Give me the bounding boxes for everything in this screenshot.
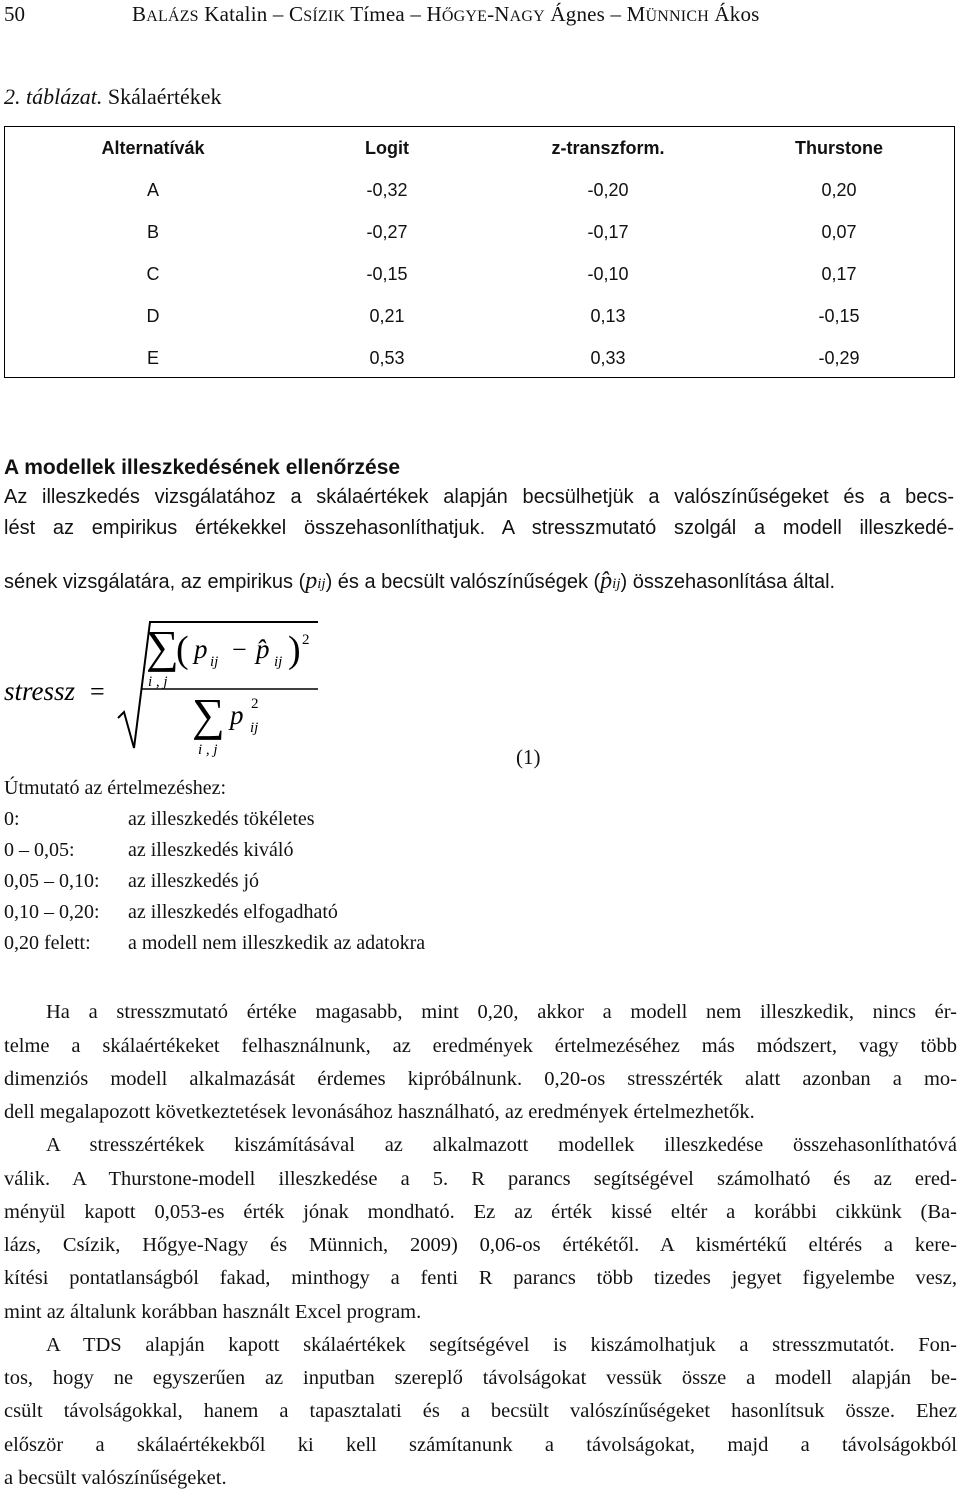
author-1-surname: ALÁZS <box>146 8 199 25</box>
cell-z-transform: -0,10 <box>587 264 629 284</box>
page-number: 50 <box>4 2 25 26</box>
numerator-p: p <box>194 634 208 664</box>
stress-formula <box>0 612 400 772</box>
cell-logit: 0,21 <box>369 306 405 326</box>
intro-text-a: sének vizsgálatára, az empirikus ( <box>4 571 306 593</box>
cell-alternative: E <box>146 348 159 368</box>
author-1-given: Katalin – <box>198 2 290 26</box>
author-3-given: Ágnes – <box>544 2 627 26</box>
guide-description: az illeszkedés jó <box>128 870 260 892</box>
equation-number: (1) <box>516 745 541 769</box>
symbol-subscript: ij <box>317 576 326 592</box>
denominator-p-sub: ij <box>250 720 259 736</box>
cell-thurstone: 0,20 <box>821 180 857 200</box>
body-line: ményül kapott 0,053-es érték jónak mondható. Ez az érték kissé eltér a korábbi cikkünk (Ba- <box>4 1201 957 1223</box>
body-line: csült távolságokkal, hanem a tapasztalati és a becsült valószínűségeket hasonlítsuk össze. Ehez <box>4 1400 957 1422</box>
guide-range: 0,05 – 0,10: <box>4 870 100 892</box>
author-4-surname: ÜNNICH <box>645 8 709 25</box>
table-caption <box>4 84 222 110</box>
sum-symbol-numerator: ∑ <box>146 621 179 672</box>
cell-logit: 0,53 <box>369 348 405 368</box>
numerator-exponent: 2 <box>302 632 310 648</box>
author-3-surname-b: AGY <box>509 8 545 25</box>
body-line: A stresszértékek kiszámításával az alkalmazott modellek illeszkedése összehasonlíthatóvá <box>46 1134 957 1156</box>
table-caption-label: 2. táblázat. <box>4 84 103 109</box>
col-header-z-transform: z-transzform. <box>551 138 665 158</box>
denominator-exponent: 2 <box>251 696 259 712</box>
table-header-row <box>5 127 954 169</box>
cell-alternative: A <box>146 180 159 200</box>
numerator-p-sub: ij <box>210 654 219 670</box>
formula-lhs: stressz <box>4 676 76 706</box>
cell-logit: -0,27 <box>366 222 408 242</box>
col-header-thurstone: Thurstone <box>795 138 883 158</box>
guide-description: az illeszkedés elfogadható <box>128 901 338 923</box>
symbol-subscript: ij <box>612 576 621 592</box>
guide-range: 0: <box>4 808 20 830</box>
guide-description: a modell nem illeszkedik az adatokra <box>128 932 426 954</box>
author-4-initial: M <box>626 2 646 26</box>
table-row <box>5 169 954 211</box>
author-3-hyphen: - <box>487 2 495 26</box>
cell-alternative: D <box>146 306 160 326</box>
symbol-p-empirical: p <box>305 568 318 594</box>
body-line: a becsült valószínűségeket. <box>4 1467 227 1489</box>
author-3-surname-a: ŐGYE <box>441 8 488 25</box>
cell-thurstone: 0,17 <box>821 264 857 284</box>
minus-sign: − <box>232 635 247 664</box>
guide-range: 0 – 0,05: <box>4 839 75 861</box>
guide-range: 0,20 felett: <box>4 932 91 954</box>
author-2-surname: SÍZIK <box>303 8 346 25</box>
body-line: dimenziós modell alkalmazását érdemes kipróbálnunk. 0,20-os stresszérték alatt azonban a mo- <box>4 1068 957 1090</box>
guide-range: 0,10 – 0,20: <box>4 901 100 923</box>
formula-equals: = <box>90 677 105 706</box>
table-row <box>5 337 954 379</box>
intro-line-with-symbols <box>4 566 959 600</box>
denominator-p: p <box>230 700 244 730</box>
cell-alternative: B <box>146 222 159 242</box>
sum-symbol-denominator: ∑ <box>192 689 225 740</box>
intro-line: lést az empirikus értékekkel összehasonlíthatjuk. A stresszmutató szolgál a modell illeszkedé- <box>4 517 954 539</box>
table-row <box>5 211 954 253</box>
paren-left: ( <box>176 629 189 671</box>
cell-thurstone: 0,07 <box>821 222 857 242</box>
cell-alternative: C <box>146 264 160 284</box>
col-header-logit: Logit <box>365 138 409 158</box>
intro-line: Az illeszkedés vizsgálatához a skálaértékek alapján becsülhetjük a valószínűségeket és a becs- <box>4 486 954 508</box>
cell-z-transform: -0,20 <box>587 180 629 200</box>
author-3b-initial: N <box>494 2 510 26</box>
guide-description: az illeszkedés tökéletes <box>128 808 315 830</box>
numerator-phat: p̂ <box>256 634 270 664</box>
body-line: kítési pontatlanságból fakad, minthogy a fenti R parancs több tizedes jegyet figyelembe vesz, <box>4 1267 957 1289</box>
body-line: először a skálaértékekből ki kell számítanunk a távolságokat, majd a távolságokból <box>4 1434 957 1456</box>
cell-thurstone: -0,15 <box>818 306 860 326</box>
symbol-p-estimated: p̂ <box>600 568 613 594</box>
body-line: tos, hogy ne egyszerűen az inputban szereplő távolságokat vessük össze a modell alapján be- <box>4 1367 957 1389</box>
cell-logit: -0,15 <box>366 264 408 284</box>
body-line: telme a skálaértékeket felhasználnunk, az eredmények értelmezéséhez más módszert, vagy több <box>4 1035 957 1057</box>
numerator-phat-sub: ij <box>274 654 283 670</box>
author-1-initial: B <box>132 2 147 26</box>
scale-values-table <box>4 126 955 378</box>
section-heading: A modellek illeszkedésének ellenőrzése <box>4 456 401 479</box>
guide-description: az illeszkedés kiváló <box>128 839 294 861</box>
intro-text-b: ) és a becsült valószínűségek ( <box>325 571 601 593</box>
cell-z-transform: -0,17 <box>587 222 629 242</box>
body-line: dell megalapozott következtetések levonásához használható, az eredmények értelmezhetők. <box>4 1101 755 1123</box>
intro-text-c: ) összehasonlítása által. <box>620 571 836 593</box>
running-header-authors <box>132 2 760 27</box>
body-line: lázs, Csízik, Hőgye-Nagy és Münnich, 2009) 0,06-os értékétől. A kismértékű eltérés a kere- <box>4 1234 957 1256</box>
cell-z-transform: 0,33 <box>590 348 626 368</box>
cell-thurstone: -0,29 <box>818 348 860 368</box>
body-line: Ha a stresszmutató értéke magasabb, mint 0,20, akkor a modell nem illeszkedik, nincs ér- <box>46 1001 957 1023</box>
table-row <box>5 295 954 337</box>
author-2-initial: C <box>289 2 304 26</box>
sum-index-denominator: i , j <box>198 742 218 758</box>
guide-title: Útmutató az értelmezéshez: <box>4 777 227 799</box>
cell-z-transform: 0,13 <box>590 306 626 326</box>
paren-right: ) <box>288 629 301 671</box>
cell-logit: -0,32 <box>366 180 408 200</box>
body-line: mint az általunk korábban használt Excel program. <box>4 1301 422 1323</box>
body-line: A TDS alapján kapott skálaértékek segítségével is kiszámolhatjuk a stresszmutatót. Fon- <box>46 1334 957 1356</box>
author-2-given: Tímea – <box>345 2 427 26</box>
table-caption-text: Skálaértékek <box>102 84 222 109</box>
body-line: válik. A Thurstone-modell illeszkedése a 5. R parancs segítségével számolható és az ered- <box>4 1168 957 1190</box>
table-row <box>5 253 954 295</box>
sum-index-numerator: i , j <box>148 674 168 690</box>
author-4-given: Ákos <box>708 2 760 26</box>
author-3-initial: H <box>426 2 442 26</box>
col-header-alternatives: Alternatívák <box>101 138 205 158</box>
